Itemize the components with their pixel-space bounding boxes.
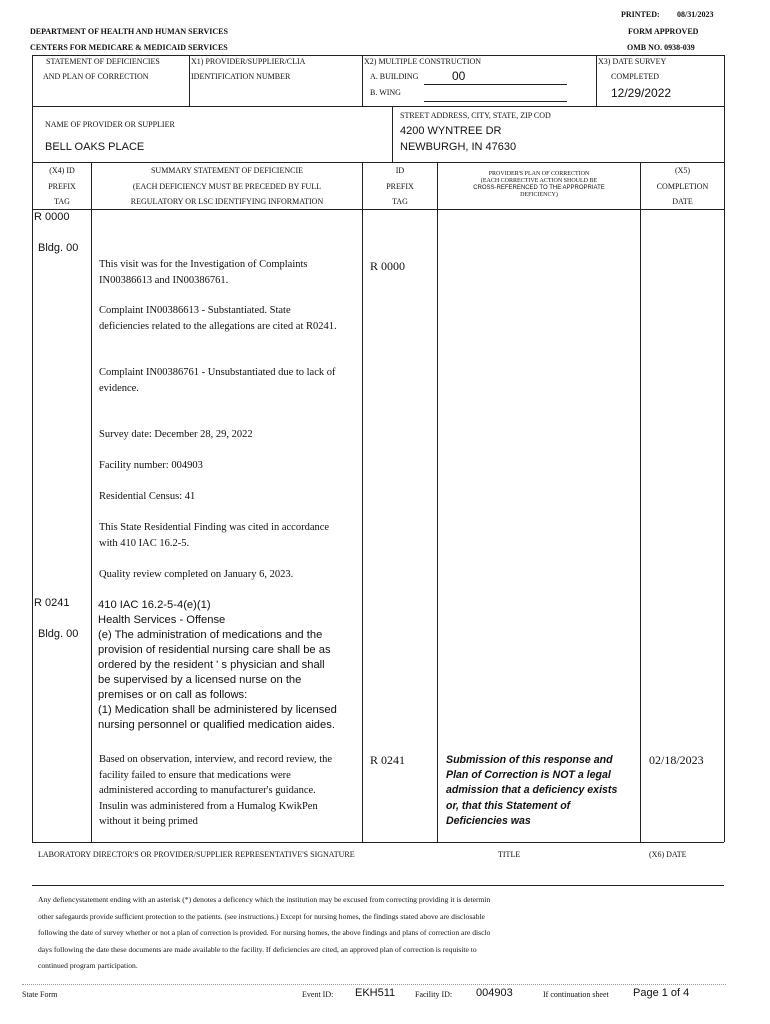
tag-r0000-right: R 0000 xyxy=(370,259,406,273)
facility-id: 004903 xyxy=(476,987,513,999)
multiple-construction-label: X2) MULTIPLE CONSTRUCTION xyxy=(364,57,482,66)
x4-header-3: TAG xyxy=(54,197,70,206)
rule xyxy=(32,842,724,843)
survey-date: 12/29/2022 xyxy=(611,86,672,100)
form-approved: FORM APPROVED xyxy=(628,27,699,36)
notice-line: days following the date these documents are made available to the facility. If deficiencies are cited, an approved plan of correction is requisite to xyxy=(38,944,477,954)
director-signature-label: LABORATORY DIRECTOR'S OR PROVIDER/SUPPLIER REPRESENTATIVE'S SIGNATURE xyxy=(38,850,355,859)
building-label: A. BUILDING xyxy=(370,72,419,81)
x5-header-3: DATE xyxy=(672,197,693,206)
event-id: EKH511 xyxy=(355,987,396,999)
date-survey-label: X3) DATE SURVEY xyxy=(598,57,667,66)
plan-of-correction-text: Submission of this response and Plan of Correction is NOT a legal admission that a deficiency exists or, that this Statement of Deficiencies was xyxy=(446,754,618,827)
plan-header-4: DEFICIENCY) xyxy=(520,192,558,198)
notice-line: other safegaurds provide sufficient protection to the patients. (see instructions.) Except for nursing homes, the findings stated above are disclosable xyxy=(38,911,485,921)
agency-cms: CENTERS FOR MEDICARE & MEDICAID SERVICES xyxy=(30,43,228,52)
rule xyxy=(32,106,724,107)
id-header-1: ID xyxy=(395,166,405,175)
tag-r0241: R 0241 xyxy=(34,597,70,609)
address-line-2: NEWBURGH, IN 47630 xyxy=(400,141,517,153)
rule xyxy=(32,55,724,56)
printed-label: PRINTED: xyxy=(621,10,660,19)
rule xyxy=(32,209,724,210)
rule xyxy=(596,55,597,106)
bldg-label: Bldg. 00 xyxy=(38,242,79,254)
statement-label-1: STATEMENT OF DEFICIENCIES xyxy=(46,57,160,66)
state-form-label: State Form xyxy=(22,990,58,999)
survey-date-paragraph: Survey date: December 28, 29, 2022 xyxy=(99,429,253,440)
notice-line: continued program participation. xyxy=(38,961,138,970)
rule xyxy=(362,162,363,842)
rule xyxy=(724,55,725,842)
summary-header-3: REGULATORY OR LSC IDENTIFYING INFORMATION xyxy=(130,197,324,206)
address-label: STREET ADDRESS, CITY, STATE, ZIP COD xyxy=(400,111,551,120)
x5-header-2: COMPLETION xyxy=(656,182,709,191)
rule xyxy=(437,162,438,842)
id-header-2: PREFIX xyxy=(386,182,414,191)
facility-id-label: Facility ID: xyxy=(415,990,453,999)
wing-label: B. WING xyxy=(370,88,401,97)
quality-review-paragraph: Quality review completed on January 6, 2023. xyxy=(99,569,294,580)
notice-line: Any defiencystatement ending with an asterisk (*) denotes a deficency which the institution may be excused from correcting providing it is determin xyxy=(38,895,491,904)
clia-label-2: IDENTIFICATION NUMBER xyxy=(191,72,291,81)
page-number: Page 1 of 4 xyxy=(633,987,690,999)
continuation-label: If continuation sheet xyxy=(543,990,609,999)
omb-number: OMB NO. 0938-039 xyxy=(627,43,695,52)
regulation-text: 410 IAC 16.2-5-4(e)(1) Health Services - Offense (e) The administration of medications and the provision of residential nursing care shall be as ordered by the resident ' s physician and shall be supervised by a licensed nurse on the premises or on call as follows: (1) Medication shall be administered by licensed nursing personnel or qualified medication aides. xyxy=(98,599,337,731)
x4-header-2: PREFIX xyxy=(48,182,76,191)
plan-header-1: PROVIDER'S PLAN OF CORRECTION xyxy=(488,171,590,177)
building-value: 00 xyxy=(452,69,466,83)
id-header-3: TAG xyxy=(392,197,408,206)
building-underline xyxy=(424,84,567,85)
rule xyxy=(91,162,92,842)
printed-date: 08/31/2023 xyxy=(677,10,714,19)
rule xyxy=(189,55,190,106)
notice-line: following the date of survey whether or not a plan of correction is provided. For nursing homes, the above findings and plans of correction are disclo xyxy=(38,928,491,937)
footer-rule xyxy=(22,984,726,985)
plan-header xyxy=(438,171,640,199)
rule xyxy=(362,55,363,106)
census-paragraph: Residential Census: 41 xyxy=(99,491,196,502)
complaint-2-paragraph: Complaint IN00386761 - Unsubstantiated due to lack of evidence. xyxy=(99,367,336,394)
title-label: TITLE xyxy=(498,850,521,859)
summary-header-1: SUMMARY STATEMENT OF DEFICIENCIE xyxy=(150,166,304,175)
plan-header-3: CROSS-REFERENCED TO THE APPROPRIATE xyxy=(473,185,605,191)
provider-name-label: NAME OF PROVIDER OR SUPPLIER xyxy=(45,120,175,129)
x4-header-1: (X4) ID xyxy=(49,166,75,175)
summary-header-2: (EACH DEFICIENCY MUST BE PRECEDED BY FULL xyxy=(132,182,322,191)
statement-label-2: AND PLAN OF CORRECTION xyxy=(43,72,149,81)
complaint-1-paragraph: Complaint IN00386613 - Substantiated. State deficiencies related to the allegations are cited at R0241. xyxy=(99,305,337,332)
facility-number-paragraph: Facility number: 004903 xyxy=(99,460,203,471)
x6-date-label: (X6) DATE xyxy=(649,850,687,859)
completion-date: 02/18/2023 xyxy=(649,753,704,767)
provider-name: BELL OAKS PLACE xyxy=(45,141,145,153)
deficiency-notice xyxy=(38,892,728,975)
tag-r0000: R 0000 xyxy=(34,211,70,223)
visit-paragraph: This visit was for the Investigation of Complaints IN00386613 and IN00386761. xyxy=(99,259,308,286)
rule xyxy=(32,162,724,163)
plan-header-2: (EACH CORRECTIVE ACTION SHOULD BE xyxy=(480,178,598,184)
clia-label-1: X1) PROVIDER/SUPPLIER/CLIA xyxy=(191,57,306,66)
completed-label: COMPLETED xyxy=(611,72,659,81)
bldg-label: Bldg. 00 xyxy=(38,628,79,640)
finding-paragraph: This State Residential Finding was cited in accordance with 410 IAC 16.2-5. xyxy=(99,522,330,549)
tag-r0241-right: R 0241 xyxy=(370,753,406,767)
rule xyxy=(392,106,393,162)
agency-department: DEPARTMENT OF HEALTH AND HUMAN SERVICES xyxy=(30,27,228,36)
wing-underline xyxy=(424,101,567,102)
event-id-label: Event ID: xyxy=(302,990,334,999)
address-line-1: 4200 WYNTREE DR xyxy=(400,125,502,137)
rule xyxy=(640,162,641,842)
rule xyxy=(32,885,724,886)
x5-header-1: (X5) xyxy=(674,166,691,175)
findings-text: Based on observation, interview, and record review, the facility failed to ensure that medications were administered according to manufacturer's guidance. Insulin was administered from a Humalog KwikPen without it being primed xyxy=(99,754,333,827)
